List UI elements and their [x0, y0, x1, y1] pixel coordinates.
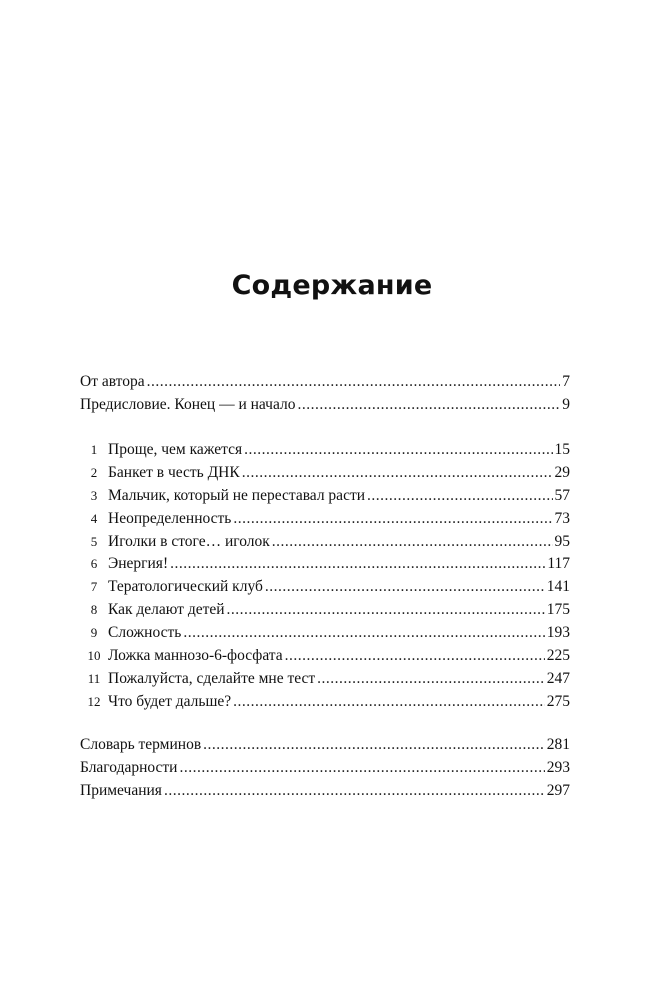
- toc-chapter-entry: [80, 485, 570, 508]
- toc-chapters: [80, 439, 570, 714]
- chapter-number: 2: [90, 464, 98, 480]
- chapter-title: Пожалуйста, сделайте мне тест: [108, 669, 316, 687]
- toc-chapter-entry: [80, 599, 570, 622]
- toc-entry-label: Благодарности: [80, 758, 178, 776]
- leader-dots: [203, 734, 545, 757]
- toc-entry: [80, 734, 570, 757]
- leader-dots: [285, 645, 545, 668]
- chapter-page: 29: [554, 463, 570, 481]
- chapter-number: 11: [87, 670, 101, 686]
- toc-entry-label: Словарь терминов: [80, 736, 202, 753]
- chapter-title: Сложность: [108, 624, 182, 642]
- toc-chapter-entry: [80, 531, 570, 554]
- chapter-title: Как делают детей: [108, 601, 225, 619]
- chapter-title: Энергия!: [108, 555, 169, 573]
- chapter-number: 12: [87, 693, 101, 709]
- toc-entry-label: От автора: [80, 373, 145, 390]
- chapter-page: 141: [546, 578, 570, 596]
- toc-entry: [80, 757, 570, 780]
- toc-back-matter: [80, 734, 570, 803]
- chapter-page: 225: [546, 647, 570, 665]
- chapter-title: Мальчик, который не переставал расти: [108, 486, 366, 504]
- chapter-title: Ложка маннозо-6-фосфата: [108, 647, 283, 665]
- toc-chapter-entry: [80, 645, 570, 668]
- chapter-title: Иголки в стоге… иголок: [108, 532, 270, 550]
- toc-entry: [80, 394, 570, 417]
- leader-dots: [227, 599, 545, 622]
- chapter-title: Неопределенность: [108, 509, 232, 527]
- leader-dots: [317, 668, 545, 691]
- toc-chapter-entry: [80, 691, 570, 714]
- toc-chapter-entry: [80, 553, 570, 576]
- chapter-page: 175: [546, 601, 570, 619]
- leader-dots: [170, 553, 545, 576]
- toc-chapter-entry: [80, 668, 570, 691]
- chapter-title: Тератологический клуб: [108, 578, 263, 596]
- toc-chapter-entry: [80, 622, 570, 645]
- chapter-number: 6: [90, 556, 98, 572]
- toc-front-matter: [80, 371, 570, 417]
- chapter-page: 247: [546, 669, 570, 687]
- leader-dots: [164, 780, 545, 803]
- toc-chapter-entry: [80, 508, 570, 531]
- chapter-number: 5: [90, 533, 98, 549]
- toc-entry-page: 293: [546, 758, 570, 776]
- toc-entry-page: 9: [562, 395, 570, 413]
- chapter-number: 7: [90, 579, 98, 595]
- chapter-number: 4: [90, 510, 98, 526]
- leader-dots: [244, 439, 552, 462]
- leader-dots: [233, 691, 545, 714]
- chapter-page: 95: [554, 532, 570, 550]
- leader-dots: [183, 622, 544, 645]
- leader-dots: [272, 531, 553, 554]
- leader-dots: [265, 576, 545, 599]
- chapter-page: 15: [554, 441, 570, 458]
- leader-dots: [297, 394, 560, 417]
- leader-dots: [147, 371, 561, 394]
- toc-entry-label: Примечания: [80, 781, 162, 799]
- leader-dots: [233, 508, 552, 531]
- toc-chapter-entry: [80, 576, 570, 599]
- chapter-page: 117: [547, 555, 570, 573]
- toc-entry-label: Предисловие. Конец — и начало: [80, 395, 296, 413]
- chapter-number: 8: [90, 602, 98, 618]
- chapter-page: 275: [546, 692, 570, 710]
- leader-dots: [242, 462, 553, 485]
- chapter-page: 57: [554, 486, 570, 504]
- toc-chapter-entry: [80, 439, 570, 462]
- toc-entry: [80, 371, 570, 394]
- chapter-title: Что будет дальше?: [108, 692, 232, 710]
- leader-dots: [367, 485, 552, 508]
- toc-entry-page: 281: [546, 736, 570, 753]
- chapter-number: 9: [90, 625, 98, 641]
- toc-entry: [80, 780, 570, 803]
- chapter-title: Проще, чем кажется: [108, 441, 243, 458]
- chapter-number: 3: [90, 487, 98, 503]
- toc-entry-page: 297: [546, 781, 570, 799]
- leader-dots: [179, 757, 544, 780]
- page-title: Содержание: [231, 270, 433, 301]
- chapter-title: Банкет в честь ДНК: [108, 463, 240, 481]
- toc-entry-page: 7: [562, 373, 570, 390]
- chapter-page: 193: [546, 624, 570, 642]
- chapter-page: 73: [554, 509, 570, 527]
- toc-chapter-entry: [80, 462, 570, 485]
- chapter-number: 10: [87, 648, 101, 664]
- chapter-number: 1: [90, 442, 98, 457]
